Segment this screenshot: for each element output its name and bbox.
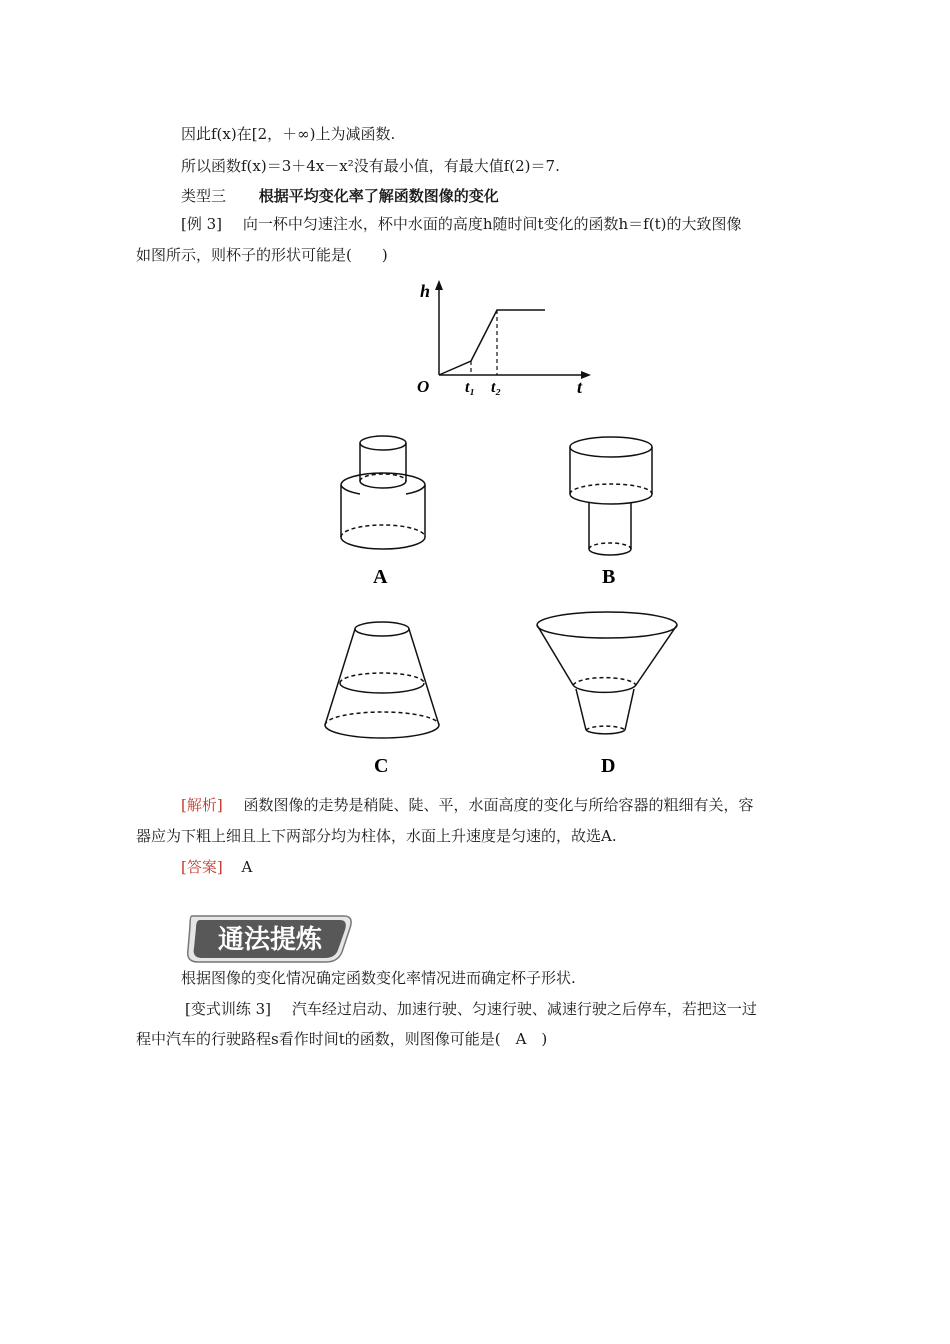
example-tag: [例 3] xyxy=(181,215,223,233)
cup-option-b xyxy=(570,437,652,555)
analysis-line-1 xyxy=(181,795,754,815)
variant-line-1 xyxy=(185,999,757,1019)
function-graph xyxy=(405,275,605,405)
option-label-b: B xyxy=(602,566,616,588)
tick-label-t1: t₁ xyxy=(465,379,476,396)
example-text-1: 向一杯中匀速注水，杯中水面的高度h随时间t变化的函数h＝f(t)的大致图像 xyxy=(242,215,742,233)
option-label-d: D xyxy=(601,755,616,777)
variant-tag: [变式训练 3] xyxy=(185,1000,272,1018)
method-badge xyxy=(178,908,358,966)
axis-label-t: t xyxy=(577,377,583,397)
axis-label-h: h xyxy=(420,281,431,301)
method-text: 根据图像的变化情况确定函数变化率情况进而确定杯子形状. xyxy=(181,969,576,987)
answer-line xyxy=(181,857,252,877)
cup-options-figure xyxy=(310,425,690,780)
tick-label-t2: t₂ xyxy=(491,379,502,396)
answer-value: A xyxy=(241,858,253,876)
variant-text-2: 程中汽车的行驶路程s看作时间t的函数，则图像可能是( A ) xyxy=(136,1030,548,1048)
analysis-text-2: 器应为下粗上细且上下两部分均为柱体，水面上升速度是匀速的，故选A. xyxy=(136,827,617,845)
section-title: 根据平均变化率了解函数图像的变化 xyxy=(258,187,499,205)
section-type-label: 类型三 xyxy=(181,187,227,205)
example-text-2: 如图所示，则杯子的形状可能是( ) xyxy=(136,246,388,264)
cup-option-d xyxy=(537,612,677,734)
example-line-1 xyxy=(181,214,741,234)
variant-text-1: 汽车经过启动、加速行驶、匀速行驶、减速行驶之后停车，若把这一过 xyxy=(291,1000,757,1018)
section-heading xyxy=(181,186,499,206)
analysis-text-1: 函数图像的走势是稍陡、陡、平，水面高度的变化与所给容器的粗细有关，容 xyxy=(243,796,754,814)
text-line-conclusion: 因此f(x)在[2，＋∞)上为减函数. xyxy=(181,125,396,143)
text-line-max-value: 所以函数f(x)＝3＋4x－x²没有最小值，有最大值f(2)＝7. xyxy=(181,157,560,175)
answer-tag: [答案] xyxy=(181,858,223,876)
method-badge-label: 通法提炼 xyxy=(217,925,323,955)
cup-option-c xyxy=(325,622,439,738)
cup-option-a xyxy=(341,436,425,549)
analysis-tag: [解析] xyxy=(181,796,223,814)
option-label-c: C xyxy=(374,755,389,777)
option-label-a: A xyxy=(373,566,388,588)
origin-label: O xyxy=(417,377,430,396)
